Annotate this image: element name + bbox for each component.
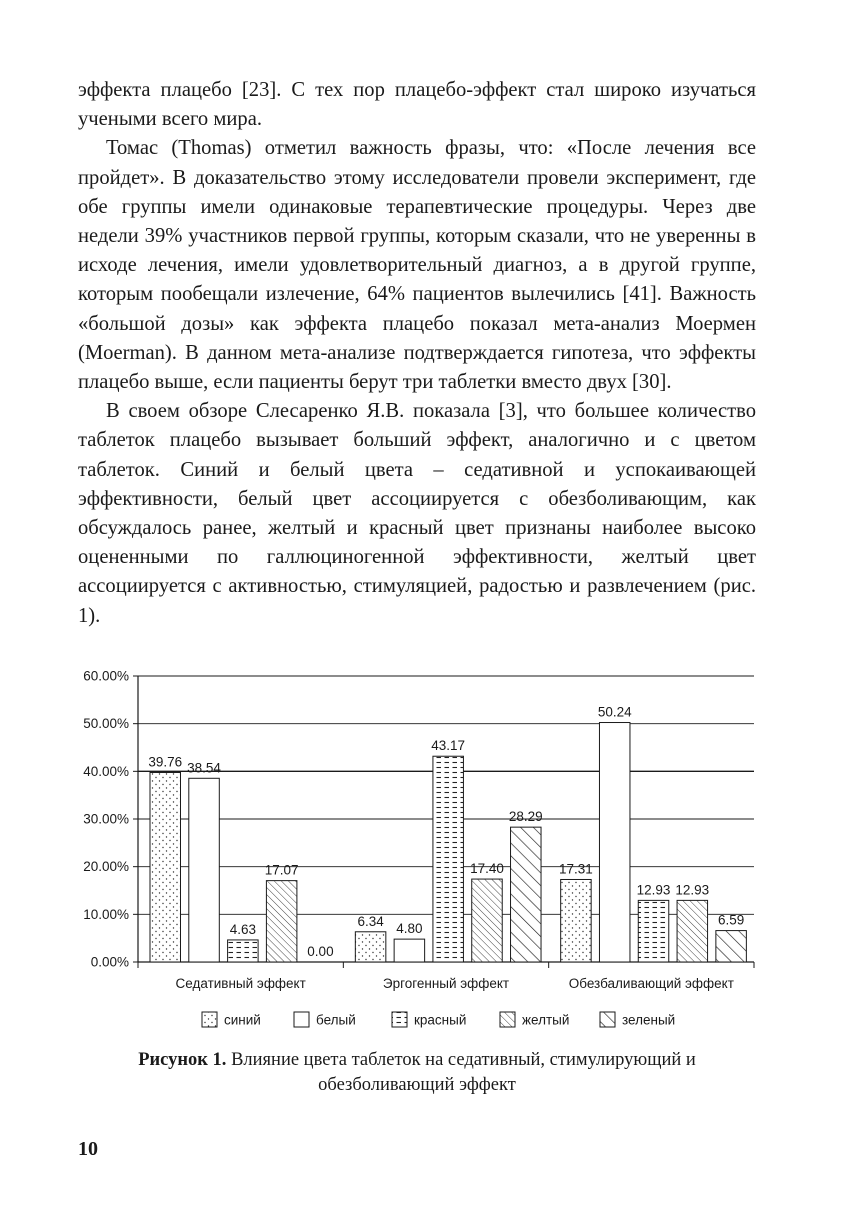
bar-белый	[394, 939, 425, 962]
y-tick-label: 20.00%	[83, 859, 129, 875]
bar-красный	[228, 940, 259, 962]
y-tick-label: 0.00%	[90, 954, 129, 970]
paragraph-1: эффекта плацебо [23]. С тех пор плацебо-эффект стал широко изучаться учеными всего мира.	[78, 79, 756, 131]
data-label: 28.29	[508, 809, 543, 825]
bar-белый	[189, 778, 220, 962]
category-label: Обезбаливающий эффект	[568, 976, 734, 991]
data-label: 4.80	[396, 921, 423, 937]
data-label: 17.40	[470, 861, 504, 877]
bar-желтый	[266, 881, 297, 962]
legend-swatch-красный	[392, 1012, 407, 1027]
y-tick-label: 10.00%	[83, 906, 129, 922]
bar-зеленый	[511, 827, 542, 962]
data-label: 43.17	[431, 738, 466, 754]
y-tick-label: 60.00%	[83, 668, 129, 684]
data-label: 12.93	[636, 882, 671, 898]
bar-желтый	[472, 879, 503, 962]
legend-label: красный	[414, 1012, 467, 1028]
body-text	[78, 76, 756, 631]
bar-синий	[355, 932, 386, 962]
page-number: 10	[78, 1138, 98, 1160]
data-label: 6.59	[717, 912, 745, 928]
y-tick-label: 40.00%	[83, 763, 129, 779]
paragraph-2: Томас (Thomas) отметил важность фразы, что: «После лечения все пройдет». В доказательство этому исследователи провели эксперимент, где обе группы имели одинаковые терапевтические процедуры. Через две недели 39% участников первой группы, которым сказали, что не уверенны в исходе лечения, имели удовлетворительный диагноз, а в другой группе, которым пообещали излечение, 64% пациентов вылечились [41]. Важность «большой дозы» как эффекта плацебо показал мета-анализ Моермен (Moerman). В данном мета-анализе подтверждается гипотеза, что эффекты плацебо выше, если пациенты берут три таблетки вместо двух [30].	[78, 137, 756, 394]
paragraph-3: В своем обзоре Слесаренко Я.В. показала [3], что большее количество таблеток плацебо вызывает больший эффект, аналогично и с цветом таблеток. Синий и белый цвета – седативной и успокаивающей эффективности, белый цвет ассоциируется с обезболивающим, как обсуждалось ранее, желтый и красный цвет признаны наиболее высоко оцененными по галлюциногенной эффективности, желтый цвет ассоциируется с активностью, стимуляцией, радостью и развлечением (рис. 1).	[78, 400, 756, 627]
data-label: 0.00	[307, 944, 334, 959]
legend-label: белый	[316, 1012, 356, 1028]
legend-label: синий	[224, 1012, 261, 1028]
data-label: 50.24	[597, 704, 632, 720]
data-label: 38.54	[187, 760, 221, 776]
figure-caption	[78, 1048, 756, 1098]
bar-белый	[599, 723, 630, 962]
bar-желтый	[677, 900, 708, 962]
category-label: Седативный эффект	[175, 976, 306, 991]
data-label: 17.07	[264, 862, 299, 878]
data-label: 4.63	[229, 921, 256, 937]
figure-chart	[60, 660, 780, 1040]
caption-text: Влияние цвета таблеток на седативный, стимулирующий и обезболивающий эффект	[226, 1050, 696, 1095]
legend-label: зеленый	[622, 1012, 676, 1028]
data-label: 12.93	[675, 882, 710, 898]
legend-swatch-белый	[294, 1012, 309, 1027]
bar-синий	[150, 772, 181, 962]
bar-красный	[638, 900, 669, 962]
caption-label: Рисунок 1.	[138, 1050, 227, 1070]
data-label: 6.34	[357, 913, 384, 929]
y-tick-label: 50.00%	[83, 716, 129, 732]
data-label: 17.31	[559, 861, 593, 877]
bar-chart	[60, 660, 780, 1040]
legend-swatch-зеленый	[600, 1012, 615, 1027]
y-tick-label: 30.00%	[83, 811, 129, 827]
legend-swatch-желтый	[500, 1012, 515, 1027]
legend	[202, 1012, 675, 1028]
bar-зеленый	[716, 931, 747, 962]
category-label: Эргогенный эффект	[382, 976, 510, 991]
bar-синий	[561, 879, 592, 962]
legend-label: желтый	[522, 1012, 570, 1028]
data-label: 39.76	[148, 754, 183, 770]
legend-swatch-синий	[202, 1012, 217, 1027]
bar-красный	[433, 756, 464, 962]
